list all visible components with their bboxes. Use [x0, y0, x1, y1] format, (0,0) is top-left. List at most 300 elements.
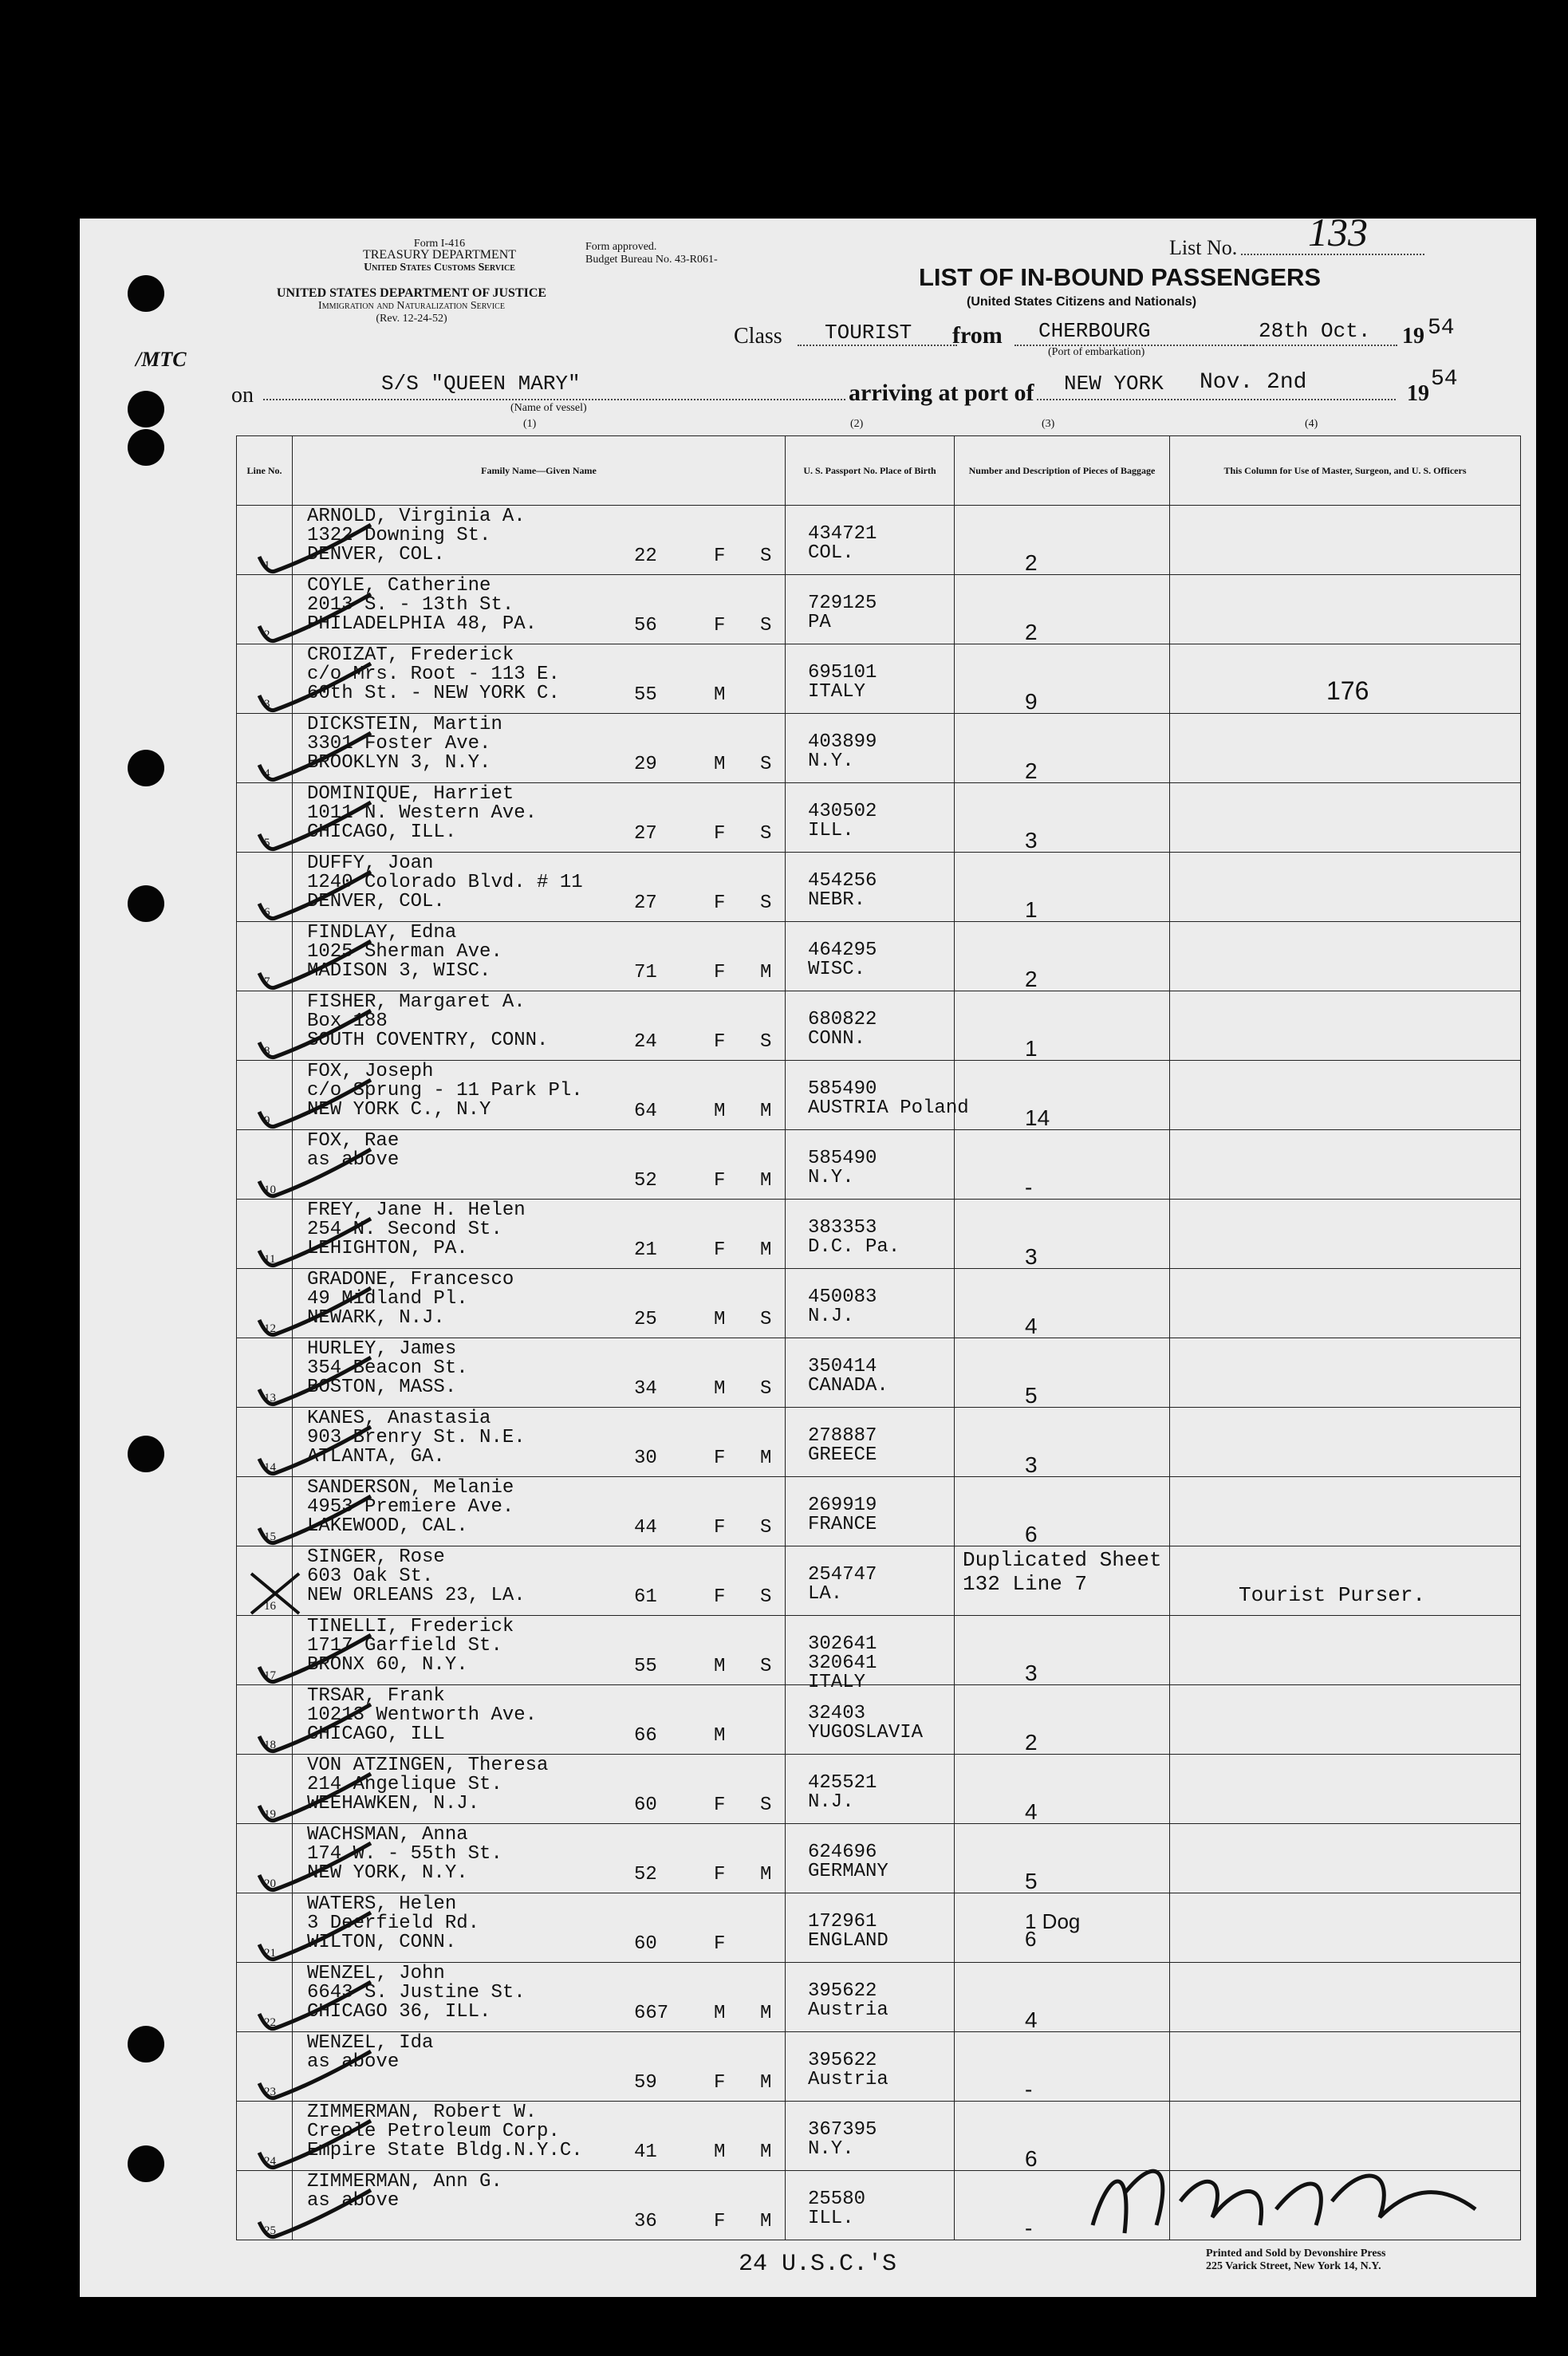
line-number: 7 — [264, 975, 270, 988]
passport-birthplace: 254747 LA. — [808, 1564, 877, 1605]
line-number: 9 — [264, 1114, 270, 1127]
arrival-port: NEW YORK — [1064, 372, 1164, 396]
passenger-name-address: DOMINIQUE, Harriet 1011 N. Western Ave. CHICAGO, ILL. — [307, 783, 538, 843]
form-approved: Form approved. — [585, 241, 657, 253]
passenger-age: 52 — [634, 1864, 657, 1885]
table-row — [237, 2032, 1521, 2102]
line-cell — [237, 2032, 293, 2102]
passport-birthplace: 729125 PA — [808, 593, 877, 633]
passenger-age: 41 — [634, 2141, 657, 2163]
line-cell — [237, 644, 293, 714]
passenger-age: 55 — [634, 1656, 657, 1677]
printer-line-2: 225 Varick Street, New York 14, N.Y. — [1206, 2260, 1381, 2272]
passport-cell — [786, 922, 955, 991]
table-row — [237, 1338, 1521, 1408]
form-number: Form I-416 — [413, 238, 466, 250]
passenger-sex: M — [714, 2141, 726, 2163]
passport-birthplace: 403899 N.Y. — [808, 731, 877, 772]
passenger-marital-status: S — [760, 1586, 772, 1608]
baggage-cell — [955, 1616, 1170, 1685]
passenger-sex: M — [714, 1101, 726, 1122]
passport-cell — [786, 506, 955, 575]
officer-cell — [1170, 1893, 1521, 1963]
line-number: 11 — [264, 1253, 276, 1266]
check-mark-icon — [195, 1011, 307, 1066]
baggage-count: 2 — [1025, 550, 1038, 575]
baggage-cell — [955, 1061, 1170, 1130]
passenger-name-address: GRADONE, Francesco 49 Midland Pl. NEWARK, N.J. — [307, 1269, 514, 1329]
baggage-count: 9 — [1025, 689, 1038, 714]
name-cell — [293, 1130, 786, 1200]
check-mark-icon — [195, 1357, 307, 1413]
passport-birthplace: 383353 D.C. Pa. — [808, 1217, 900, 1258]
line-cell — [237, 1616, 293, 1685]
passenger-marital-status: M — [760, 1864, 772, 1885]
officer-cell — [1170, 1200, 1521, 1269]
passport-cell — [786, 1685, 955, 1755]
budget-bureau: Budget Bureau No. 43-R061- — [585, 254, 718, 266]
line-cell — [237, 1269, 293, 1338]
binder-hole — [128, 1436, 164, 1472]
passenger-sex: M — [714, 754, 726, 775]
baggage-cell — [955, 506, 1170, 575]
baggage-count: 1 Dog 6 — [1025, 1909, 1081, 1951]
passenger-name-address: CROIZAT, Frederick c/o Mrs. Root - 113 E. 60th St. - NEW YORK C. — [307, 644, 560, 704]
passenger-age: 56 — [634, 615, 657, 636]
passenger-marital-status: M — [760, 1239, 772, 1261]
officer-cell — [1170, 853, 1521, 922]
passenger-sex: M — [714, 1725, 726, 1747]
passenger-sex: M — [714, 2003, 726, 2024]
line-number: 13 — [264, 1392, 276, 1405]
line-cell — [237, 1685, 293, 1755]
line-cell — [237, 1061, 293, 1130]
date-line — [1244, 345, 1397, 346]
table-row — [237, 1893, 1521, 1963]
passenger-sex: F — [714, 1239, 726, 1261]
passenger-sex: M — [714, 684, 726, 706]
passenger-marital-status: S — [760, 1795, 772, 1816]
officer-note: Tourist Purser. — [1239, 1583, 1426, 1607]
margin-note: /MTC — [136, 348, 187, 371]
passport-birthplace: 585490 N.Y. — [808, 1148, 877, 1188]
passenger-name-address: HURLEY, James 354 Beacon St. BOSTON, MASS. — [307, 1338, 468, 1398]
table-row — [237, 1824, 1521, 1893]
name-cell — [293, 1408, 786, 1477]
passenger-age: 22 — [634, 546, 657, 567]
check-mark-icon — [195, 525, 307, 581]
passport-cell — [786, 991, 955, 1061]
check-mark-icon — [195, 1080, 307, 1136]
baggage-count: 2 — [1025, 1730, 1038, 1755]
passenger-name-address: WENZEL, Ida as above — [307, 2032, 434, 2073]
line-cell — [237, 714, 293, 783]
line-cell — [237, 1893, 293, 1963]
passenger-sex: F — [714, 1933, 726, 1955]
passenger-sex: M — [714, 1309, 726, 1330]
passenger-marital-status: S — [760, 1309, 772, 1330]
passport-cell — [786, 2171, 955, 2240]
passenger-age: 667 — [634, 2003, 669, 2024]
officer-cell — [1170, 1338, 1521, 1408]
binder-hole — [128, 2026, 164, 2062]
passenger-marital-status: M — [760, 1101, 772, 1122]
passenger-sex: F — [714, 615, 726, 636]
name-cell — [293, 506, 786, 575]
on-label: on — [231, 383, 254, 408]
check-mark-icon — [195, 2190, 307, 2246]
line-number: 1 — [264, 559, 270, 572]
line-cell — [237, 1130, 293, 1200]
passenger-marital-status: S — [760, 1031, 772, 1053]
line-cell — [237, 1338, 293, 1408]
passenger-age: 52 — [634, 1170, 657, 1192]
binder-hole — [128, 885, 164, 922]
table-row — [237, 853, 1521, 922]
line-cell — [237, 1755, 293, 1824]
baggage-count: 5 — [1025, 1869, 1038, 1893]
baggage-count: 4 — [1025, 2007, 1038, 2032]
passport-cell — [786, 1130, 955, 1200]
passport-birthplace: 25580 ILL. — [808, 2189, 866, 2229]
name-cell — [293, 1893, 786, 1963]
baggage-count: 3 — [1025, 1244, 1038, 1269]
name-cell — [293, 644, 786, 714]
arrival-date: Nov. 2nd — [1200, 370, 1307, 395]
baggage-count: 3 — [1025, 1452, 1038, 1477]
year-prefix: 19 — [1402, 324, 1424, 349]
passport-birthplace: 624696 GERMANY — [808, 1842, 888, 1882]
passenger-sex: M — [714, 1378, 726, 1400]
passenger-name-address: WATERS, Helen 3 Deerfield Rd. WILTON, CONN. — [307, 1893, 480, 1953]
passport-cell — [786, 1824, 955, 1893]
passenger-name-address: WENZEL, John 6643 S. Justine St. CHICAGO 36, ILL. — [307, 1963, 526, 2023]
check-mark-icon — [195, 1496, 307, 1552]
passenger-age: 59 — [634, 2072, 657, 2094]
baggage-cell — [955, 991, 1170, 1061]
officer-cell — [1170, 922, 1521, 991]
table-row — [237, 1616, 1521, 1685]
passenger-name-address: COYLE, Catherine 2013 S. - 13th St. PHILADELPHIA 48, PA. — [307, 575, 538, 635]
arriving-label: arriving at port of — [849, 380, 1034, 406]
passenger-marital-status: S — [760, 1517, 772, 1538]
passenger-name-address: ZIMMERMAN, Ann G. as above — [307, 2171, 502, 2212]
baggage-count: 1 — [1025, 897, 1038, 922]
baggage-count: 2 — [1025, 758, 1038, 783]
passport-birthplace: 302641 320641 ITALY — [808, 1633, 877, 1693]
passport-birthplace: 454256 NEBR. — [808, 870, 877, 911]
line-number: 8 — [264, 1045, 270, 1058]
passenger-name-address: DICKSTEIN, Martin 3301 Foster Ave. BROOKLYN 3, N.Y. — [307, 714, 502, 774]
baggage-count: 3 — [1025, 828, 1038, 853]
passenger-marital-status: M — [760, 1170, 772, 1192]
passenger-name-address: WACHSMAN, Anna 174 W. - 55th St. NEW YORK, N.Y. — [307, 1824, 502, 1884]
col-header-baggage: Number and Description of Pieces of Baggage — [955, 436, 1170, 506]
baggage-cell — [955, 1477, 1170, 1546]
binder-hole — [128, 2145, 164, 2182]
passport-cell — [786, 1061, 969, 1130]
passport-birthplace: 425521 N.J. — [808, 1772, 877, 1813]
check-mark-icon — [195, 1566, 307, 1621]
name-cell — [293, 783, 786, 853]
officer-note: 176 — [1326, 676, 1369, 705]
baggage-cell — [955, 1824, 1170, 1893]
check-mark-icon — [195, 664, 307, 719]
baggage-count: - — [1025, 2077, 1033, 2102]
line-cell — [237, 2171, 293, 2240]
check-mark-icon — [195, 1982, 307, 2038]
line-number: 5 — [264, 837, 270, 849]
line-number: 19 — [264, 1808, 276, 1821]
baggage-count: 2 — [1025, 967, 1038, 991]
passenger-sex: F — [714, 1448, 726, 1469]
name-cell — [293, 1824, 786, 1893]
officer-cell — [1170, 1546, 1521, 1616]
baggage-cell — [955, 644, 1170, 714]
passenger-sex: F — [714, 962, 726, 983]
name-cell — [293, 1200, 786, 1269]
passport-cell — [786, 1546, 955, 1616]
passenger-name-address: SANDERSON, Melanie 4953 Premiere Ave. LAKEWOOD, CAL. — [307, 1477, 514, 1537]
printer-line-1: Printed and Sold by Devonshire Press — [1206, 2248, 1386, 2259]
baggage-cell — [955, 2032, 1170, 2102]
line-cell — [237, 1824, 293, 1893]
line-number: 22 — [264, 2016, 276, 2029]
officer-cell — [1170, 1824, 1521, 1893]
table-row — [237, 1408, 1521, 1477]
check-mark-icon — [195, 872, 307, 928]
table-row — [237, 1061, 1521, 1130]
baggage-cell — [955, 1338, 1170, 1408]
officer-cell — [1170, 1130, 1521, 1200]
baggage-count: 4 — [1025, 1314, 1038, 1338]
passenger-marital-status: S — [760, 546, 772, 567]
page-subtitle: (United States Citizens and Nationals) — [967, 295, 1197, 309]
officer-cell — [1170, 2032, 1521, 2102]
name-cell — [293, 1755, 786, 1824]
officer-cell — [1170, 1061, 1521, 1130]
check-mark-icon — [195, 1427, 307, 1483]
passenger-marital-status: M — [760, 2003, 772, 2024]
list-no-value: 133 — [1308, 210, 1368, 254]
passport-birthplace: 32403 YUGOSLAVIA — [808, 1703, 924, 1743]
passenger-age: 66 — [634, 1725, 657, 1747]
revision-date: (Rev. 12-24-52) — [376, 313, 447, 325]
passport-cell — [786, 853, 955, 922]
check-mark-icon — [195, 941, 307, 997]
officer-cell — [1170, 1685, 1521, 1755]
binder-hole — [128, 391, 164, 427]
passenger-marital-status: M — [760, 2141, 772, 2163]
check-mark-icon — [195, 594, 307, 650]
table-row — [237, 644, 1521, 714]
class-line — [798, 345, 957, 346]
col-header-name: Family Name—Given Name — [293, 436, 786, 506]
baggage-count: - — [1025, 1175, 1033, 1200]
name-cell — [293, 1477, 786, 1546]
passenger-name-address: FOX, Rae as above — [307, 1130, 400, 1171]
check-mark-icon — [195, 802, 307, 858]
line-number: 3 — [264, 698, 270, 711]
passenger-marital-status: M — [760, 2072, 772, 2094]
table-row — [237, 922, 1521, 991]
line-cell — [237, 783, 293, 853]
passport-cell — [786, 1963, 955, 2032]
officer-cell — [1170, 714, 1521, 783]
from-value: CHERBOURG — [1038, 319, 1151, 343]
baggage-count: - — [1025, 2216, 1033, 2240]
line-number: 24 — [264, 2155, 276, 2168]
name-cell — [293, 575, 786, 644]
name-cell — [293, 853, 786, 922]
check-mark-icon — [195, 1149, 307, 1205]
baggage-count: 1 — [1025, 1036, 1038, 1061]
passenger-sex: M — [714, 1656, 726, 1677]
line-cell — [237, 853, 293, 922]
passport-birthplace: 269919 FRANCE — [808, 1495, 877, 1535]
passenger-sex: F — [714, 1517, 726, 1538]
baggage-count: 6 — [1025, 1522, 1038, 1546]
passport-birthplace: 695101 ITALY — [808, 662, 877, 703]
passenger-name-address: FOX, Joseph c/o Sprung - 11 Park Pl. NEW YORK C., N.Y — [307, 1061, 583, 1121]
passenger-name-address: FINDLAY, Edna 1025 Sherman Ave. MADISON 3, WISC. — [307, 922, 502, 982]
table-row — [237, 1200, 1521, 1269]
vessel-note: (Name of vessel) — [510, 402, 587, 414]
passport-birthplace: 434721 COL. — [808, 523, 877, 564]
table-row — [237, 783, 1521, 853]
table-row — [237, 714, 1521, 783]
check-mark-icon — [195, 733, 307, 789]
passenger-sex: F — [714, 2072, 726, 2094]
passenger-name-address: DUFFY, Joan 1240 Colorado Blvd. # 11 DENVER, COL. — [307, 853, 583, 912]
column-number-2: (2) — [850, 418, 864, 430]
passenger-sex: F — [714, 1031, 726, 1053]
passenger-sex: F — [714, 823, 726, 845]
dept-treasury-sub: United States Customs Service — [364, 262, 515, 274]
passport-birthplace: 450083 N.J. — [808, 1286, 877, 1327]
passenger-marital-status: S — [760, 615, 772, 636]
table-row — [237, 1130, 1521, 1200]
baggage-cell — [955, 575, 1170, 644]
check-mark-icon — [195, 1219, 307, 1275]
passport-cell — [786, 1477, 955, 1546]
line-number: 15 — [264, 1531, 276, 1543]
passenger-marital-status: S — [760, 1656, 772, 1677]
passport-cell — [786, 783, 955, 853]
line-number: 14 — [264, 1461, 276, 1474]
line-number: 18 — [264, 1739, 276, 1751]
baggage-count: 4 — [1025, 1799, 1038, 1824]
dept-justice: UNITED STATES DEPARTMENT OF JUSTICE — [276, 286, 547, 300]
passenger-age: 27 — [634, 823, 657, 845]
line-number: 23 — [264, 2086, 276, 2098]
passport-cell — [786, 1616, 955, 1693]
passport-cell — [786, 1338, 955, 1408]
name-cell — [293, 714, 786, 783]
name-cell — [293, 1061, 786, 1130]
baggage-cell — [955, 1685, 1170, 1755]
page-title: LIST OF IN-BOUND PASSENGERS — [919, 263, 1322, 291]
baggage-count: Duplicated Sheet 132 Line 7 — [963, 1548, 1162, 1596]
baggage-cell — [955, 1755, 1170, 1824]
baggage-count: 5 — [1025, 1383, 1038, 1408]
binder-hole — [128, 750, 164, 786]
vessel-name: S/S "QUEEN MARY" — [381, 372, 581, 396]
passenger-name-address: FISHER, Margaret A. Box 188 SOUTH COVENTRY, CONN. — [307, 991, 549, 1051]
check-mark-icon — [195, 2121, 307, 2177]
list-no-label: List No. — [1169, 236, 1238, 259]
table-row — [237, 1963, 1521, 2032]
col-header-passport: U. S. Passport No. Place of Birth — [786, 436, 955, 506]
check-mark-icon — [195, 1774, 307, 1830]
passport-cell — [786, 575, 955, 644]
binder-hole — [128, 429, 164, 466]
passenger-marital-status: S — [760, 892, 772, 914]
name-cell — [293, 1269, 786, 1338]
passport-cell — [786, 1893, 955, 1963]
passenger-name-address: SINGER, Rose 603 Oak St. NEW ORLEANS 23, LA. — [307, 1546, 526, 1606]
line-cell — [237, 1200, 293, 1269]
baggage-cell — [955, 1269, 1170, 1338]
baggage-cell — [955, 1546, 1170, 1616]
passport-birthplace: 680822 CONN. — [808, 1009, 877, 1050]
passport-cell — [786, 1200, 955, 1269]
line-cell — [237, 922, 293, 991]
line-cell — [237, 991, 293, 1061]
baggage-cell — [955, 1200, 1170, 1269]
baggage-cell — [955, 922, 1170, 991]
line-cell — [237, 1408, 293, 1477]
officer-cell — [1170, 1755, 1521, 1824]
passport-cell — [786, 644, 955, 714]
passport-cell — [786, 2032, 955, 2102]
line-number: 25 — [264, 2224, 276, 2237]
name-cell — [293, 1685, 786, 1755]
passenger-age: 30 — [634, 1448, 657, 1469]
passenger-age: 64 — [634, 1101, 657, 1122]
passport-birthplace: 395622 Austria — [808, 2050, 888, 2090]
passport-birthplace: 430502 ILL. — [808, 801, 877, 841]
passenger-marital-status: M — [760, 2211, 772, 2232]
dept-treasury: TREASURY DEPARTMENT — [362, 248, 517, 262]
passenger-name-address: VON ATZINGEN, Theresa 214 Angelique St. WEEHAWKEN, N.J. — [307, 1755, 549, 1814]
line-cell — [237, 2102, 293, 2171]
col-header-line: Line No. — [237, 436, 293, 506]
dept-justice-sub: Immigration and Naturalization Service — [318, 300, 505, 312]
name-cell — [293, 1546, 786, 1616]
baggage-cell — [955, 853, 1170, 922]
passenger-age: 61 — [634, 1586, 657, 1608]
line-cell — [237, 506, 293, 575]
officer-cell — [1170, 1963, 1521, 2032]
passenger-age: 34 — [634, 1378, 657, 1400]
col-header-officers: This Column for Use of Master, Surgeon, and U. S. Officers — [1170, 436, 1521, 506]
baggage-count: 2 — [1025, 620, 1038, 644]
officer-cell — [1170, 783, 1521, 853]
passport-cell — [786, 1269, 955, 1338]
passenger-sex: F — [714, 1795, 726, 1816]
baggage-cell — [955, 714, 1170, 783]
passenger-age: 25 — [634, 1309, 657, 1330]
passenger-sex: F — [714, 1586, 726, 1608]
passenger-age: 55 — [634, 684, 657, 706]
passenger-name-address: ZIMMERMAN, Robert W. Creole Petroleum Corp. Empire State Bldg.N.Y.C. — [307, 2102, 583, 2161]
column-number-4: (4) — [1305, 418, 1318, 430]
passport-birthplace: 172961 ENGLAND — [808, 1911, 888, 1952]
class-value: TOURIST — [825, 321, 912, 345]
baggage-count: 14 — [1025, 1105, 1050, 1130]
line-number: 20 — [264, 1877, 276, 1890]
